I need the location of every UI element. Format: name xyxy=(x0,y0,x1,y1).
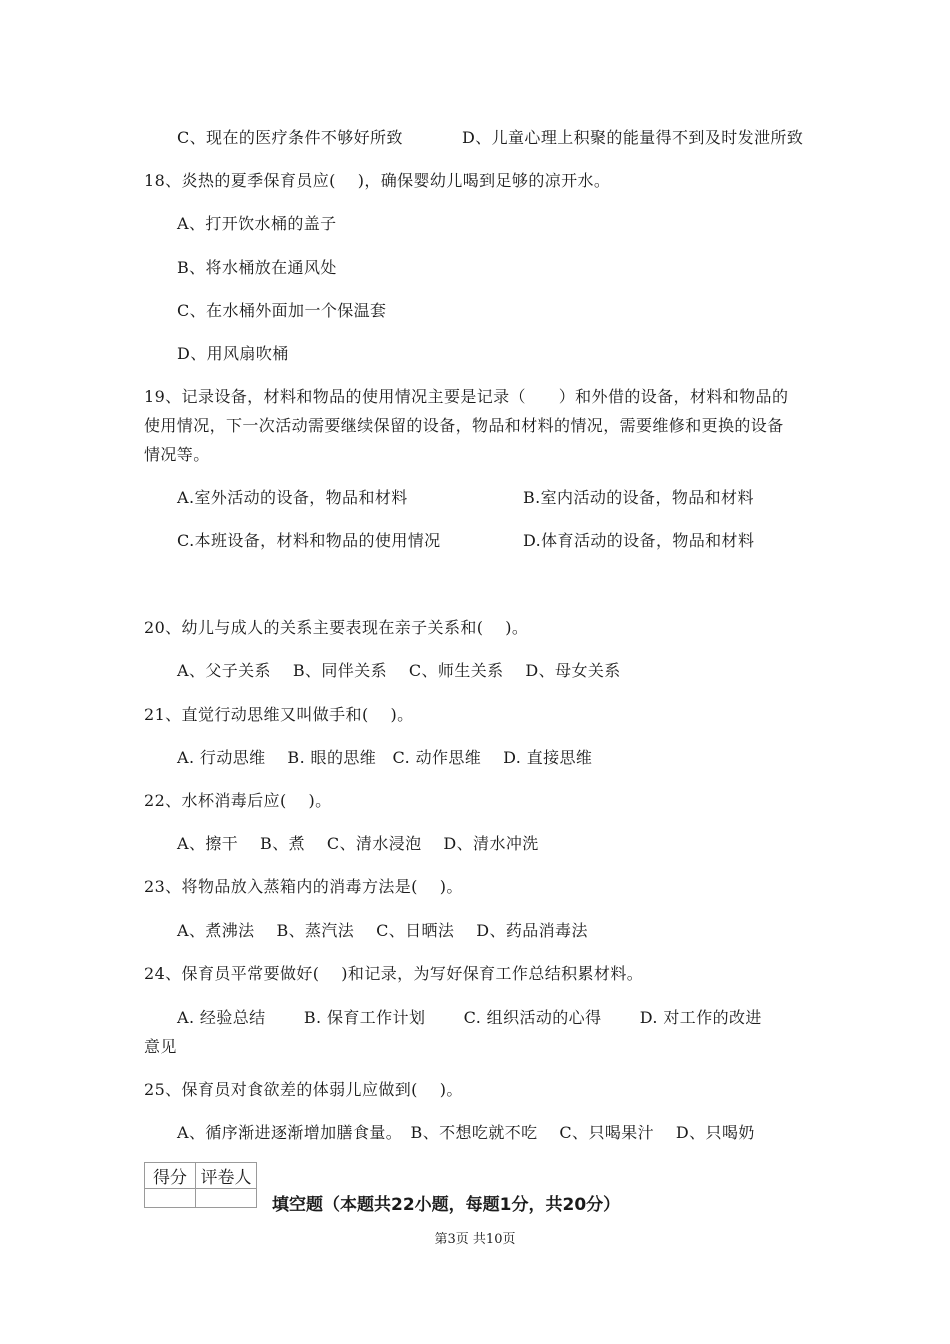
q20-options: A、父子关系 B、同伴关系 C、师生关系 D、母女关系 xyxy=(177,661,621,680)
q19-stem-line1: 19、记录设备，材料和物品的使用情况主要是记录（ ）和外借的设备，材料和物品的 xyxy=(144,387,789,406)
q23-stem: 23、将物品放入蒸箱内的消毒方法是( )。 xyxy=(144,877,463,896)
q18-option-b: B、将水桶放在通风处 xyxy=(177,258,337,277)
q24-options-continued: 意见 xyxy=(144,1037,177,1056)
q18-option-d: D、用风扇吹桶 xyxy=(177,344,289,363)
q18-option-c: C、在水桶外面加一个保温套 xyxy=(177,301,387,320)
q25-options: A、循序渐进逐渐增加膳食量。 B、不想吃就不吃 C、只喝果汁 D、只喝奶 xyxy=(177,1123,755,1142)
q21-options: A. 行动思维 B. 眼的思维 C. 动作思维 D. 直接思维 xyxy=(177,748,593,767)
q23-options: A、煮沸法 B、蒸汽法 C、日晒法 D、药品消毒法 xyxy=(177,921,588,940)
q19-option-a: A.室外活动的设备，物品和材料 xyxy=(177,488,408,507)
score-header: 得分 xyxy=(145,1163,196,1189)
q22-stem: 22、水杯消毒后应( )。 xyxy=(144,791,332,810)
q20-stem: 20、幼儿与成人的关系主要表现在亲子关系和( )。 xyxy=(144,618,529,637)
q25-stem: 25、保育员对食欲差的体弱儿应做到( )。 xyxy=(144,1080,463,1099)
reviewer-header: 评卷人 xyxy=(196,1163,257,1189)
q24-stem: 24、保育员平常要做好( )和记录，为写好保育工作总结积累材料。 xyxy=(144,964,644,983)
q17-option-c: C、现在的医疗条件不够好所致 xyxy=(177,128,403,147)
reviewer-cell xyxy=(196,1189,257,1208)
section-title: 填空题（本题共22小题，每题1分，共20分） xyxy=(272,1195,621,1215)
q19-stem-line2: 使用情况，下一次活动需要继续保留的设备，物品和材料的情况，需要维修和更换的设备 xyxy=(144,416,784,435)
q19-option-d: D.体育活动的设备，物品和材料 xyxy=(523,531,755,550)
q24-options: A. 经验总结 B. 保育工作计划 C. 组织活动的心得 D. 对工作的改进 xyxy=(177,1008,762,1027)
q18-option-a: A、打开饮水桶的盖子 xyxy=(177,214,337,233)
q22-options: A、擦干 B、煮 C、清水浸泡 D、清水冲洗 xyxy=(177,834,539,853)
q19-option-b: B.室内活动的设备，物品和材料 xyxy=(523,488,754,507)
q17-option-d: D、儿童心理上积聚的能量得不到及时发泄所致 xyxy=(462,128,804,147)
score-cell xyxy=(145,1189,196,1208)
q19-stem-line3: 情况等。 xyxy=(144,445,210,464)
page-footer: 第3页 共10页 xyxy=(434,1232,516,1247)
q18-stem: 18、炎热的夏季保育员应( )，确保婴幼儿喝到足够的凉开水。 xyxy=(144,171,611,190)
q19-option-c: C.本班设备，材料和物品的使用情况 xyxy=(177,531,441,550)
score-table xyxy=(144,1162,257,1208)
q21-stem: 21、直觉行动思维又叫做手和( )。 xyxy=(144,705,414,724)
